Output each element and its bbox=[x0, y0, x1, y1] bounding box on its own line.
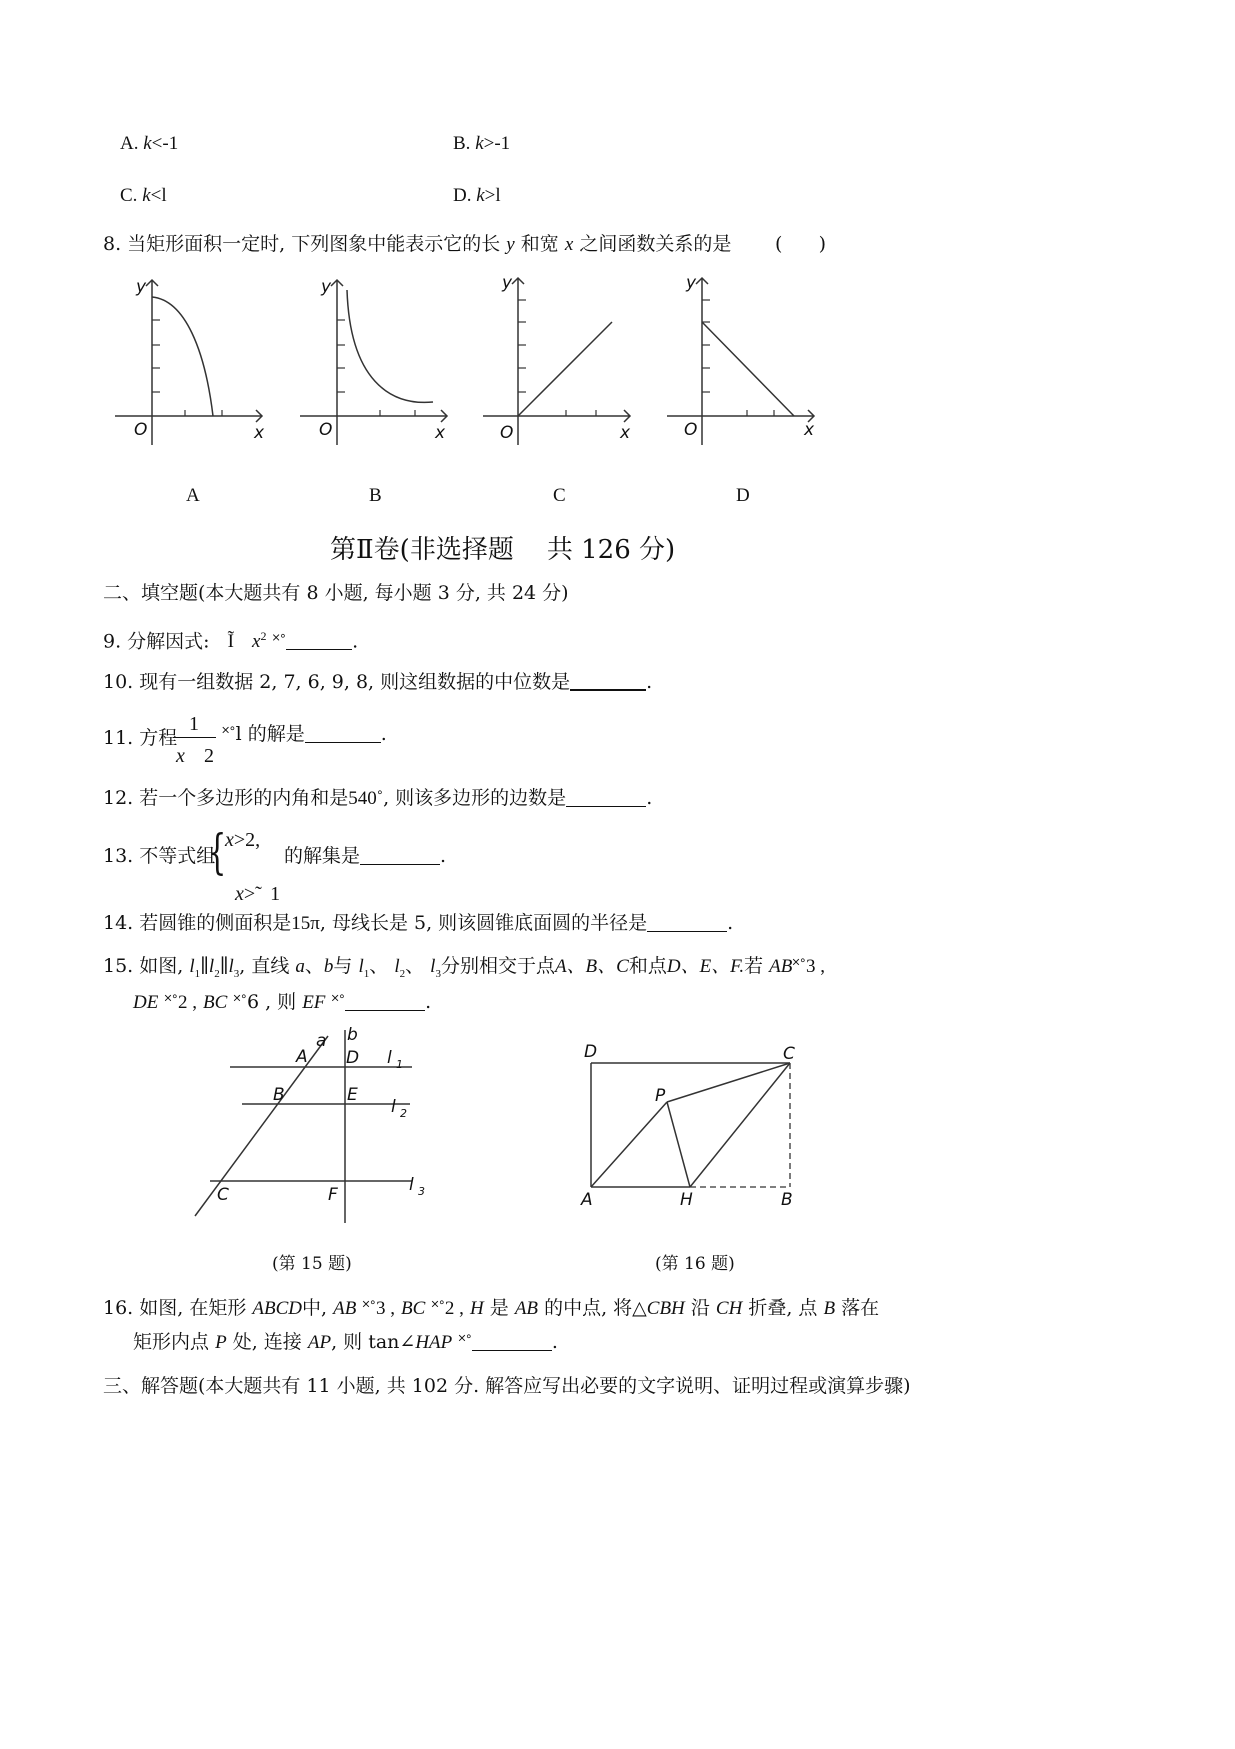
answer-blank bbox=[345, 992, 425, 1011]
option-letter: C. bbox=[120, 185, 138, 206]
segment-ch: CH bbox=[715, 1298, 743, 1319]
equals-symbol: ˟˚ bbox=[362, 1298, 376, 1319]
question-14 bbox=[103, 911, 733, 936]
q16-text: 矩形内点 bbox=[133, 1331, 210, 1353]
angle-hap: HAP bbox=[415, 1332, 453, 1353]
option-var: k bbox=[143, 133, 152, 154]
question-15-line2 bbox=[133, 990, 431, 1015]
equals-symbol: ˟˚ bbox=[164, 992, 178, 1013]
option-relation: <l bbox=[150, 185, 167, 206]
q12-text: , 则该多边形的边数是 bbox=[383, 787, 567, 809]
part-title: 第Ⅱ卷(非选择题 共 126 分) bbox=[330, 535, 676, 565]
answer-blank bbox=[360, 846, 440, 865]
equals-symbol: ˟˚ bbox=[792, 956, 806, 977]
q16-text: 中, bbox=[302, 1297, 328, 1319]
origin-label: O bbox=[319, 420, 333, 440]
separator: 、 bbox=[304, 955, 324, 977]
option-relation: >-1 bbox=[483, 133, 511, 154]
answer-blank bbox=[647, 913, 727, 932]
section-header-3: 三、解答题(本大题共有 11 小题, 共 102 分. 解答应写出必要的文字说明、证明过程或演算步骤) bbox=[103, 1375, 911, 1397]
line-a: a bbox=[295, 956, 305, 977]
q16-text: 处, 连接 bbox=[232, 1331, 302, 1353]
q11-symbol: ˟˚ bbox=[222, 724, 236, 745]
question-8 bbox=[103, 232, 731, 257]
q15-text: , 直线 bbox=[239, 955, 290, 977]
line-b: b bbox=[323, 956, 334, 977]
ineq-var: x bbox=[225, 829, 234, 851]
q15-text: 与 bbox=[333, 955, 353, 977]
answer-blank bbox=[570, 671, 646, 691]
q9-symbol: Ĩ bbox=[227, 631, 234, 653]
q16-text: 折叠, 点 bbox=[748, 1297, 818, 1319]
label-A: A bbox=[296, 1047, 308, 1067]
option-relation: <-1 bbox=[151, 133, 179, 154]
point-p: P bbox=[215, 1332, 227, 1353]
option-a bbox=[120, 132, 178, 156]
answer-blank bbox=[566, 788, 646, 807]
value: 2 , bbox=[444, 1298, 464, 1319]
question-9 bbox=[103, 624, 358, 654]
segment-bc: BC bbox=[401, 1298, 426, 1319]
line-l: l bbox=[228, 956, 234, 977]
axis-y-label: y bbox=[686, 273, 697, 293]
q9-var: x bbox=[252, 631, 261, 653]
equals-symbol: ˟˚ bbox=[331, 992, 346, 1013]
option-letter: D. bbox=[453, 185, 472, 206]
option-var: k bbox=[476, 185, 485, 206]
q16-text: , 则 tan∠ bbox=[331, 1331, 416, 1353]
equals-symbol: ˟˚ bbox=[458, 1332, 472, 1353]
ineq-var: x bbox=[235, 883, 244, 905]
ineq-rel: >2, bbox=[233, 829, 261, 851]
question-15-line1 bbox=[103, 954, 825, 986]
subscript: 1 bbox=[194, 967, 201, 980]
answer-blank bbox=[286, 631, 352, 650]
q9-text: 9. 分解因式: bbox=[103, 630, 210, 653]
parallel-symbol: ∥ bbox=[200, 956, 209, 977]
question-13-rest bbox=[284, 844, 446, 868]
answer-bracket: ( ) bbox=[775, 233, 827, 255]
question-10 bbox=[103, 670, 652, 694]
label-B: B bbox=[781, 1190, 793, 1210]
graph-a-label: A bbox=[186, 485, 200, 506]
period: . bbox=[646, 787, 653, 809]
q16-text: 沿 bbox=[690, 1297, 710, 1319]
q13-text: 的解集是 bbox=[284, 845, 361, 867]
origin-label: O bbox=[500, 423, 514, 443]
parallel-symbol: ∥ bbox=[219, 956, 229, 977]
inequality-1 bbox=[225, 828, 260, 852]
segment-ap: AP bbox=[307, 1332, 332, 1353]
label-l3: l bbox=[409, 1175, 414, 1195]
q15-text: 15. 如图, bbox=[103, 955, 184, 977]
segment-de: DE bbox=[133, 992, 159, 1013]
figure-16-caption: (第 16 题) bbox=[655, 1254, 735, 1274]
q15-text: 分别相交于点 bbox=[440, 955, 555, 977]
answer-blank bbox=[472, 1332, 552, 1351]
period: . bbox=[425, 991, 432, 1013]
equals-symbol: ˟˚ bbox=[431, 1298, 445, 1319]
line-l: l bbox=[208, 956, 215, 977]
question-11-label: 11. 方程 bbox=[103, 727, 178, 749]
subscript: 1 bbox=[363, 967, 370, 980]
label-D: D bbox=[584, 1042, 598, 1062]
graph-d bbox=[662, 270, 822, 450]
answer-blank bbox=[305, 724, 381, 743]
q16-text: 落在 bbox=[841, 1297, 880, 1319]
label-C: C bbox=[217, 1185, 229, 1205]
option-relation: >l bbox=[484, 185, 501, 206]
axis-x-label: x bbox=[620, 423, 631, 443]
option-var: k bbox=[475, 133, 484, 154]
period: . bbox=[551, 1331, 558, 1353]
line-l: l bbox=[189, 956, 195, 977]
label-P: P bbox=[655, 1086, 666, 1106]
label-B: B bbox=[273, 1085, 285, 1105]
period: . bbox=[646, 671, 653, 693]
value: 3 , bbox=[805, 956, 825, 977]
figure-15-caption: (第 15 题) bbox=[272, 1254, 352, 1274]
label-H: H bbox=[680, 1190, 693, 1210]
ineq-rel: >̃ 1 bbox=[243, 883, 281, 905]
option-letter: B. bbox=[453, 133, 471, 154]
value: 6 , 则 bbox=[246, 991, 297, 1013]
graph-c-label: C bbox=[553, 485, 566, 506]
period: . bbox=[440, 845, 447, 867]
label-l3-sub: 3 bbox=[418, 1185, 425, 1198]
label-l1: l bbox=[387, 1048, 392, 1068]
period: . bbox=[352, 630, 359, 653]
q16-text: 的中点, 将△ bbox=[544, 1297, 647, 1319]
segment-ab: AB bbox=[333, 1298, 357, 1319]
axis-x-label: x bbox=[435, 423, 446, 443]
axis-y-label: y bbox=[136, 277, 147, 297]
brace: { bbox=[208, 824, 227, 880]
label-D: D bbox=[346, 1048, 360, 1068]
q15-text: 和点 bbox=[628, 955, 667, 977]
subscript: 3 bbox=[435, 967, 441, 980]
option-letter: A. bbox=[120, 133, 139, 154]
q8-var-y: y bbox=[506, 234, 515, 255]
label-A: A bbox=[581, 1190, 593, 1210]
line-l: l bbox=[358, 956, 364, 977]
question-11-rest bbox=[222, 722, 387, 747]
subscript: 2 bbox=[214, 967, 220, 980]
q12-text: 12. 若一个多边形的内角和是 bbox=[103, 787, 349, 809]
period: . bbox=[380, 723, 387, 745]
q8-text: 8. 当矩形面积一定时, 下列图象中能表示它的长 bbox=[103, 233, 501, 255]
period: . bbox=[727, 912, 734, 934]
point-h: H bbox=[469, 1298, 484, 1319]
segment-bc: BC bbox=[203, 992, 228, 1013]
option-d bbox=[453, 184, 501, 208]
label-C: C bbox=[783, 1044, 795, 1064]
option-b bbox=[453, 132, 510, 156]
question-12 bbox=[103, 786, 652, 811]
fraction-den-num: 2 bbox=[204, 745, 214, 767]
label-l2: l bbox=[391, 1097, 396, 1117]
segment-ab: AB bbox=[769, 956, 793, 977]
q16-text: 是 bbox=[489, 1297, 509, 1319]
fraction-bar bbox=[173, 737, 216, 738]
label-b: b bbox=[347, 1025, 358, 1045]
fraction-den-var: x bbox=[176, 745, 185, 767]
value: 2 , bbox=[177, 992, 197, 1013]
q9-exponent: 2 bbox=[260, 629, 267, 643]
points-def: D、E、F. bbox=[666, 956, 745, 977]
label-E: E bbox=[347, 1085, 358, 1105]
label-l2-sub: 2 bbox=[400, 1107, 407, 1120]
question-13-label: 13. 不等式组 bbox=[103, 845, 216, 867]
segment-ab: AB bbox=[514, 1298, 539, 1319]
option-c bbox=[120, 184, 167, 208]
section-header: 二、填空题(本大题共有 8 小题, 每小题 3 分, 共 24 分) bbox=[103, 582, 569, 604]
q11-text: l 的解是 bbox=[235, 723, 305, 745]
line-l: l bbox=[394, 956, 400, 977]
separator: 、 bbox=[405, 955, 425, 977]
label-F: F bbox=[328, 1185, 338, 1205]
axis-y-label: y bbox=[321, 277, 332, 297]
q14-value: 15π bbox=[291, 913, 320, 934]
label-a: a bbox=[316, 1031, 327, 1051]
triangle-cbh: CBH bbox=[646, 1298, 685, 1319]
subscript: 2 bbox=[399, 967, 406, 980]
line-l: l bbox=[430, 956, 436, 977]
question-16-line1 bbox=[103, 1296, 879, 1321]
fraction-numerator: 1 bbox=[189, 713, 199, 735]
q8-text: 和宽 bbox=[520, 233, 559, 255]
q8-text: 之间函数关系的是 bbox=[579, 233, 732, 255]
graph-b-label: B bbox=[369, 485, 382, 506]
graph-c bbox=[478, 270, 638, 450]
axis-y-label: y bbox=[502, 273, 513, 293]
origin-label: O bbox=[134, 420, 148, 440]
points-abc: A、B、C bbox=[554, 956, 629, 977]
q12-angle: 540˚ bbox=[348, 788, 384, 809]
value: 3 , bbox=[375, 1298, 395, 1319]
q10-text: 10. 现有一组数据 2, 7, 6, 9, 8, 则这组数据的中位数是 bbox=[103, 671, 571, 693]
graph-b bbox=[295, 270, 455, 450]
axis-x-label: x bbox=[254, 423, 265, 443]
graph-d-label: D bbox=[736, 485, 750, 506]
separator: 、 bbox=[369, 955, 389, 977]
origin-label: O bbox=[684, 420, 698, 440]
equals-symbol: ˟˚ bbox=[233, 992, 247, 1013]
point-b: B bbox=[823, 1298, 836, 1319]
rect-abcd: ABCD bbox=[252, 1298, 302, 1319]
q9-symbol: ˟˚ bbox=[272, 631, 287, 653]
option-var: k bbox=[142, 185, 151, 206]
question-16-line2 bbox=[133, 1330, 558, 1355]
label-l1-sub: 1 bbox=[396, 1058, 403, 1071]
q15-text: 若 bbox=[744, 955, 764, 977]
q16-text: 16. 如图, 在矩形 bbox=[103, 1297, 247, 1319]
axis-x-label: x bbox=[804, 420, 815, 440]
subscript: 3 bbox=[233, 967, 240, 980]
graph-a bbox=[110, 270, 270, 450]
figure-16 bbox=[575, 1035, 815, 1215]
figure-15 bbox=[180, 1020, 450, 1230]
segment-ef: EF bbox=[302, 992, 326, 1013]
q8-var-x: x bbox=[564, 234, 574, 255]
inequality-2 bbox=[225, 858, 280, 906]
q14-text: 14. 若圆锥的侧面积是 bbox=[103, 912, 292, 934]
q14-text: , 母线长是 5, 则该圆锥底面圆的半径是 bbox=[319, 912, 648, 934]
